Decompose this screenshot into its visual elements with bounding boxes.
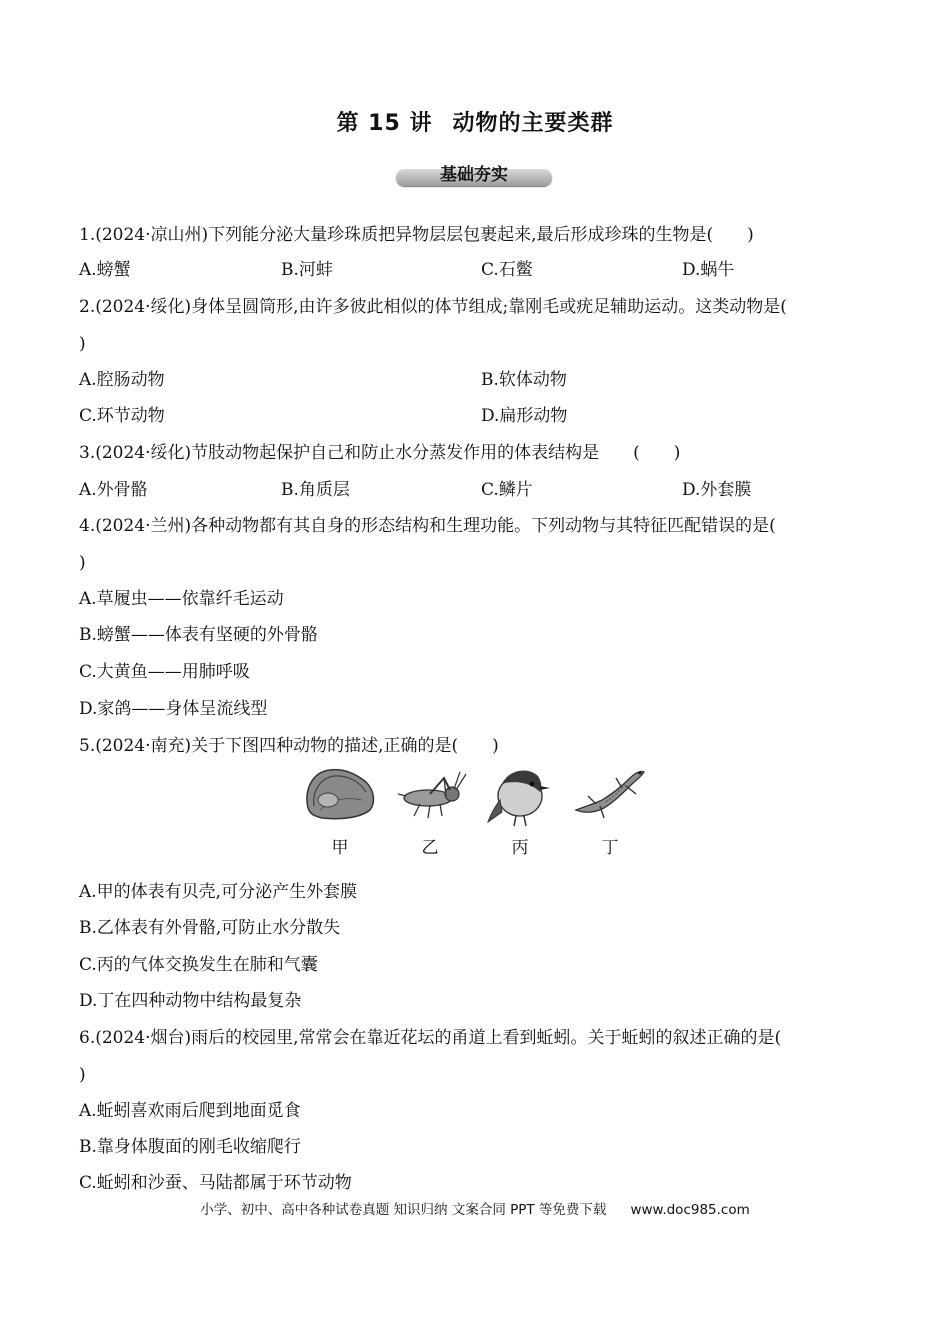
figure-label-jia: 甲 [331, 838, 349, 858]
question-3-option-c: C.鳞片 [481, 480, 533, 500]
figure-jia [300, 760, 380, 858]
animal-figures [300, 760, 660, 858]
question-2-option-b: B.软体动物 [481, 370, 567, 390]
figure-label-yi: 乙 [421, 838, 439, 858]
question-2-option-d: D.扁形动物 [481, 406, 568, 426]
question-4-option-b: B.螃蟹——体表有坚硬的外骨骼 [79, 625, 318, 645]
lecture-number: 第 15 讲 [336, 111, 433, 136]
figure-ding [570, 760, 650, 858]
question-6-option-a: A.蚯蚓喜欢雨后爬到地面觅食 [79, 1101, 301, 1121]
question-3-option-b: B.角质层 [281, 480, 350, 500]
section-banner-label: 基础夯实 [440, 165, 508, 185]
question-5-option-b: B.乙体表有外骨骼,可防止水分散失 [79, 918, 341, 938]
question-5-option-a: A.甲的体表有贝壳,可分泌产生外套膜 [79, 882, 358, 902]
page-footer [0, 1198, 950, 1218]
question-5-option-d: D.丁在四种动物中结构最复杂 [79, 991, 302, 1011]
question-5-stem: 5.(2024·南充)关于下图四种动物的描述,正确的是( ) [79, 736, 499, 756]
question-4-stem-cont: ) [79, 553, 86, 573]
figure-yi [390, 760, 470, 858]
question-4-option-a: A.草履虫——依靠纤毛运动 [79, 589, 284, 609]
question-6-stem: 6.(2024·烟台)雨后的校园里,常常会在靠近花坛的甬道上看到蚯蚓。关于蚯蚓的叙述正确的是( [79, 1028, 782, 1048]
footer-text: 小学、初中、高中各种试卷真题 知识归纳 文案合同 PPT 等免费下载 [200, 1202, 607, 1218]
grasshopper-icon [390, 760, 470, 830]
section-banner [396, 160, 552, 186]
figure-label-ding: 丁 [601, 838, 619, 858]
question-2-stem-cont: ) [79, 334, 86, 354]
lecture-topic: 动物的主要类群 [452, 111, 614, 136]
question-1-option-b: B.河蚌 [281, 260, 333, 280]
question-1-option-c: C.石鳖 [481, 260, 533, 280]
question-2-option-c: C.环节动物 [79, 406, 165, 426]
question-4-stem: 4.(2024·兰州)各种动物都有其自身的形态结构和生理功能。下列动物与其特征匹配错误的是( [79, 516, 776, 536]
question-2-stem: 2.(2024·绥化)身体呈圆筒形,由许多彼此相似的体节组成;靠刚毛或疣足辅助运动。这类动物是( [79, 297, 787, 317]
mussel-icon [300, 760, 380, 830]
question-1-option-d: D.蜗牛 [682, 260, 735, 280]
question-4-option-d: D.家鸽——身体呈流线型 [79, 699, 268, 719]
bird-icon [480, 760, 560, 830]
question-5-option-c: C.丙的气体交换发生在肺和气囊 [79, 955, 318, 975]
question-6-option-b: B.靠身体腹面的刚毛收缩爬行 [79, 1137, 301, 1157]
figure-bing [480, 760, 560, 858]
lizard-icon [570, 760, 650, 830]
question-6-option-c: C.蚯蚓和沙蚕、马陆都属于环节动物 [79, 1173, 352, 1193]
question-2-option-a: A.腔肠动物 [79, 370, 165, 390]
question-3-stem: 3.(2024·绥化)节肢动物起保护自己和防止水分蒸发作用的体表结构是 ( ) [79, 443, 681, 463]
question-3-option-d: D.外套膜 [682, 480, 752, 500]
question-3-option-a: A.外骨骼 [79, 480, 148, 500]
page-title [0, 106, 950, 137]
footer-url[interactable]: www.doc985.com [630, 1202, 750, 1218]
question-1-option-a: A.螃蟹 [79, 260, 131, 280]
figure-label-bing: 丙 [511, 838, 529, 858]
question-4-option-c: C.大黄鱼——用肺呼吸 [79, 662, 250, 682]
question-1-stem: 1.(2024·凉山州)下列能分泌大量珍珠质把异物层层包裹起来,最后形成珍珠的生物是( ) [79, 225, 754, 245]
question-6-stem-cont: ) [79, 1065, 86, 1085]
